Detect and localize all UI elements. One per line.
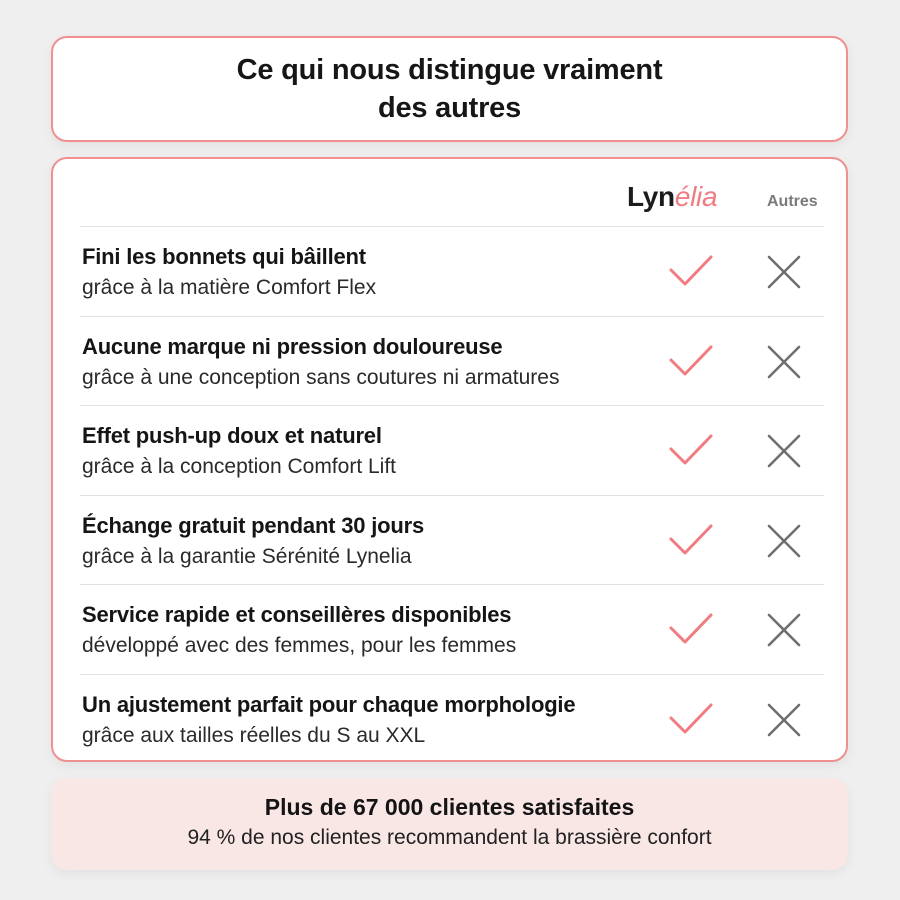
table-row <box>80 226 824 316</box>
feature-title: Fini les bonnets qui bâillent <box>82 244 366 269</box>
feature-title: Échange gratuit pendant 30 jours <box>82 512 424 538</box>
cross-icon <box>766 612 802 648</box>
table-row <box>80 584 824 674</box>
check-icon <box>668 433 714 467</box>
brand-logo-part-2: élia <box>674 181 718 212</box>
feature-subtitle: grâce à la matière Comfort Flex <box>82 276 377 299</box>
comparison-table <box>51 157 848 762</box>
cross-icon <box>766 702 802 738</box>
feature-title: Un ajustement parfait pour chaque morphologie <box>82 691 576 717</box>
feature-title: Effet push-up doux et naturel <box>82 423 382 448</box>
page-title-line-1: Ce qui nous distingue vraiment <box>236 54 663 86</box>
feature-subtitle: grâce à la conception Comfort Lift <box>82 455 396 478</box>
feature-subtitle: grâce aux tailles réelles du S au XXL <box>82 723 426 747</box>
feature-subtitle: développé avec des femmes, pour les femmes <box>82 634 517 657</box>
check-icon <box>668 702 714 736</box>
feature-subtitle: grâce à la garantie Sérénité Lynelia <box>82 544 412 568</box>
stats-subtitle: 94 % de nos clientes recommandent la brassière confort <box>187 826 712 849</box>
table-row <box>80 316 824 406</box>
cross-icon <box>766 433 802 469</box>
cross-icon <box>766 523 802 559</box>
cross-icon <box>766 254 802 290</box>
table-header <box>53 159 846 227</box>
stats-banner <box>51 778 848 870</box>
stats-title: Plus de 67 000 clientes satisfaites <box>264 794 635 820</box>
table-row <box>80 495 824 585</box>
page-title-line-2: des autres <box>377 92 522 124</box>
brand-logo <box>627 181 717 213</box>
table-row <box>80 674 824 764</box>
others-column-label: Autres <box>767 193 818 210</box>
feature-title: Service rapide et conseillères disponibles <box>82 602 512 627</box>
feature-subtitle: grâce à une conception sans coutures ni armatures <box>82 365 560 389</box>
table-rows <box>80 226 824 763</box>
check-icon <box>668 254 714 288</box>
brand-logo-part-1: Lyn <box>627 181 675 212</box>
feature-title: Aucune marque ni pression douloureuse <box>82 333 503 359</box>
title-card <box>51 36 848 142</box>
check-icon <box>668 612 714 646</box>
cross-icon <box>766 344 802 380</box>
table-row <box>80 405 824 495</box>
check-icon <box>668 523 714 557</box>
check-icon <box>668 344 714 378</box>
